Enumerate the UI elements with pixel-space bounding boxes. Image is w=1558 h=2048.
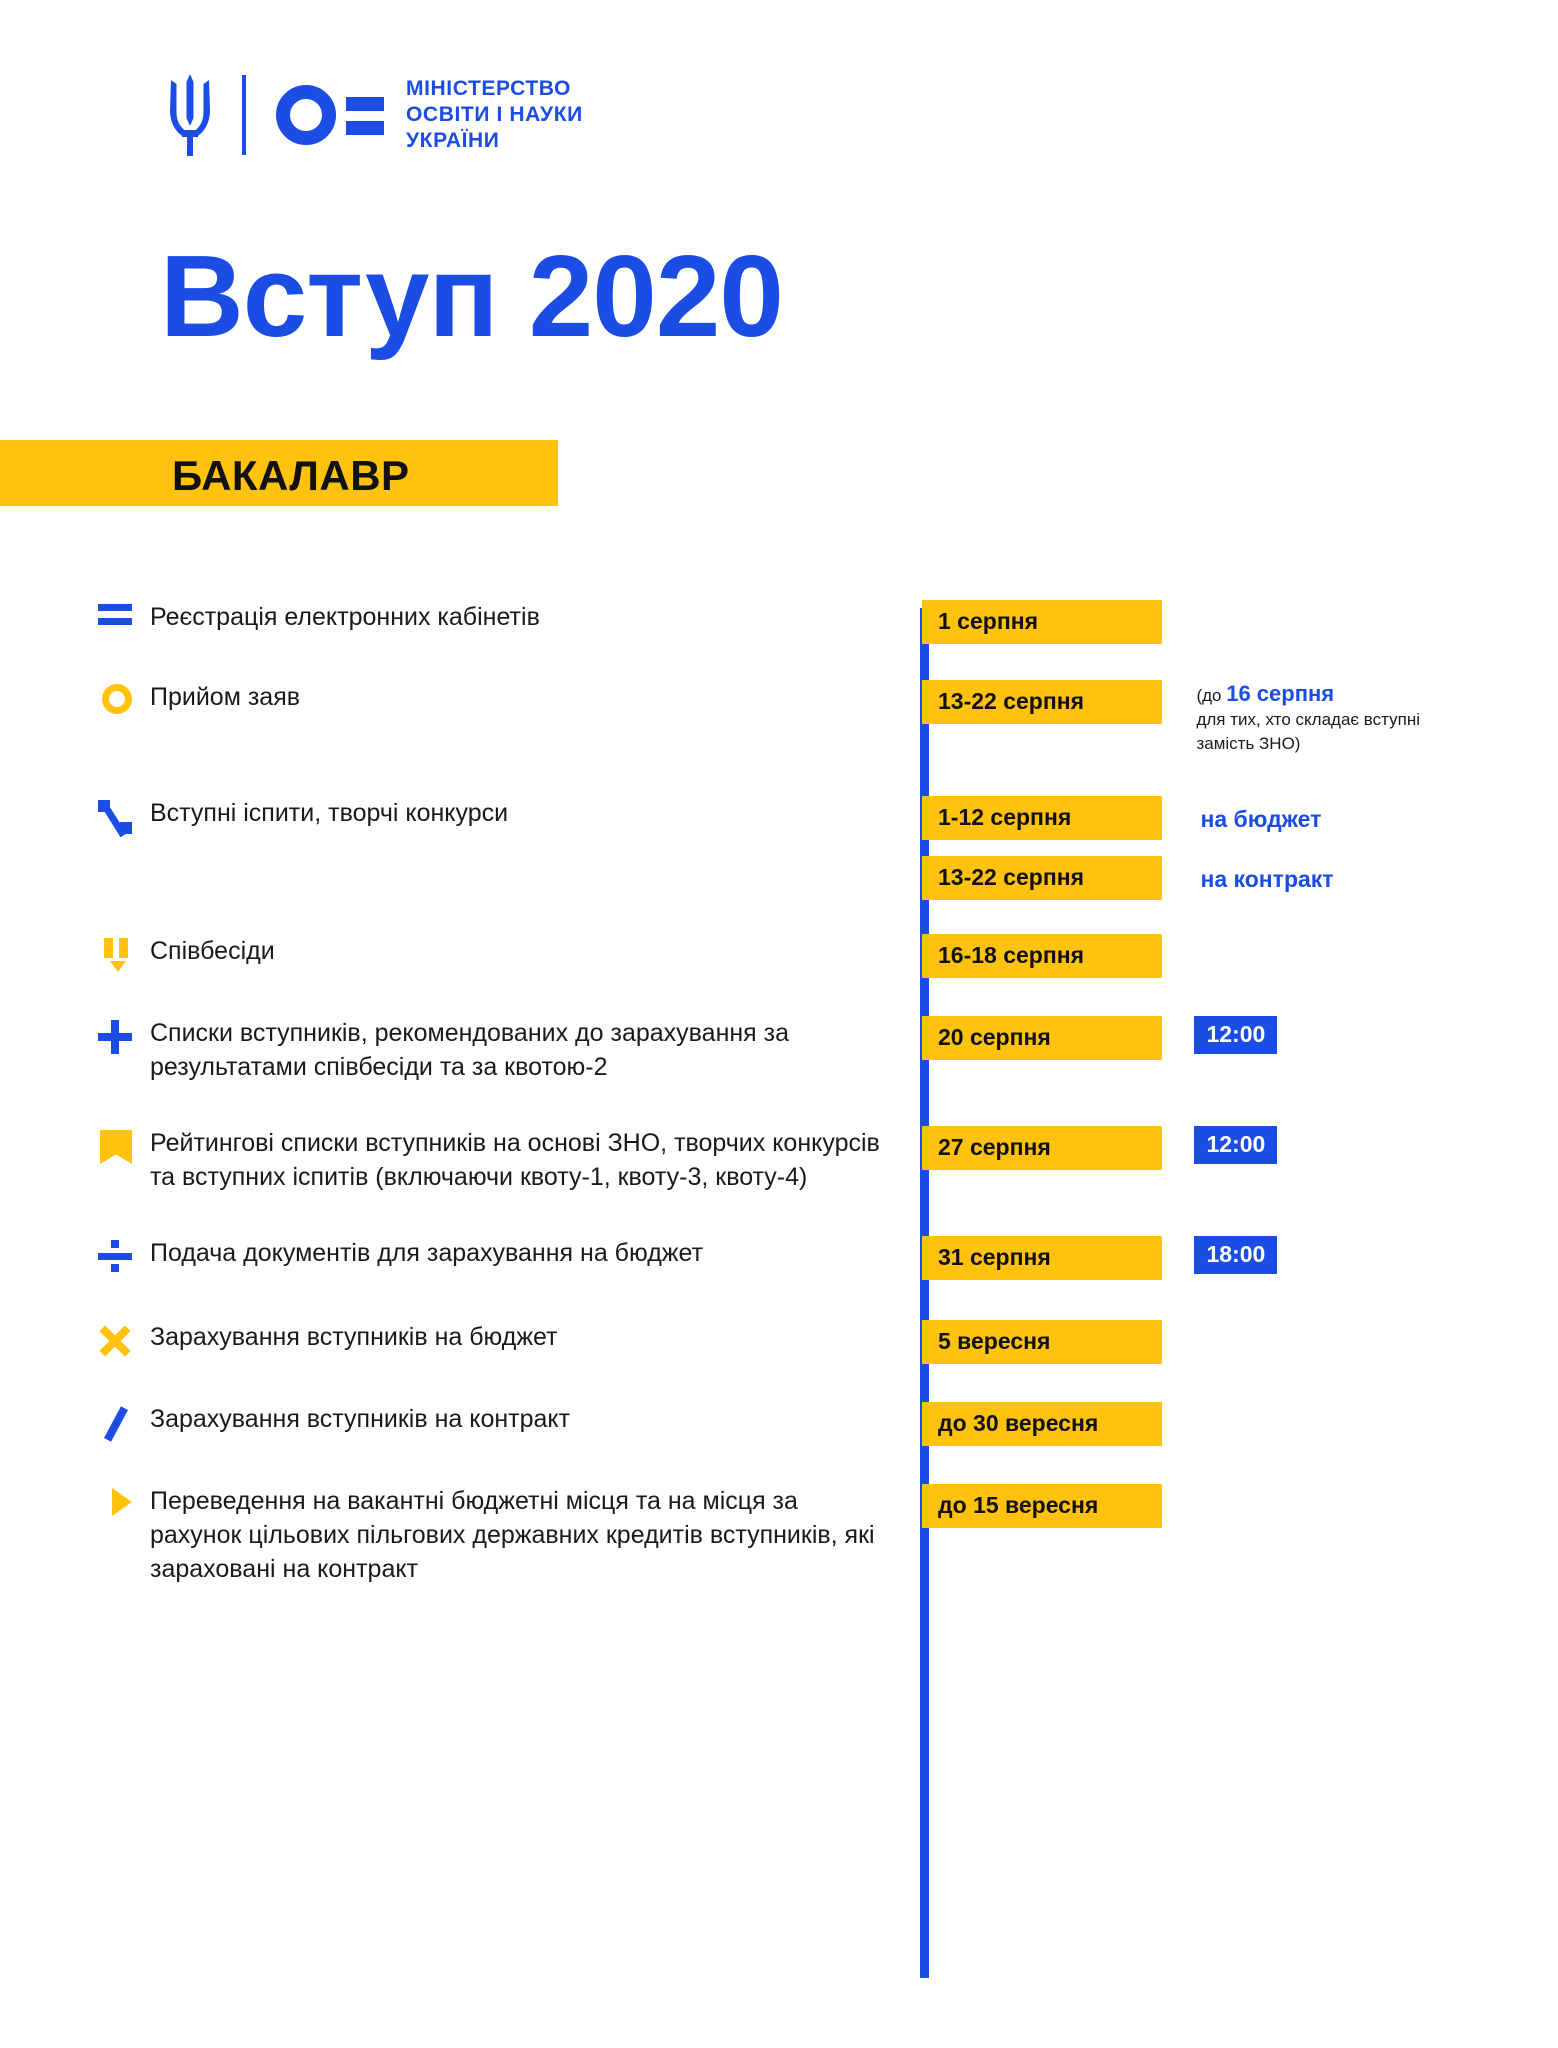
row-icon-cell	[0, 600, 150, 632]
row-date-cell	[890, 1016, 1277, 1060]
flag-icon	[100, 1130, 132, 1164]
date-chip: 1-12 серпня	[922, 796, 1162, 840]
subtitle-band	[0, 440, 558, 506]
row-date-cell	[890, 1320, 1162, 1364]
row-date-cell	[890, 796, 1334, 900]
timeline-row	[0, 680, 1558, 756]
date-chip: до 15 вересня	[922, 1484, 1162, 1528]
triangle-play-icon	[112, 1488, 132, 1516]
timeline-row	[0, 1016, 1558, 1084]
row-label: Рейтингові списки вступників на основі ЗНО, творчих конкурсів та вступних іспитів (включаючи квоту-1, квоту-3, квоту-4)	[150, 1129, 880, 1191]
date-chip: до 30 вересня	[922, 1402, 1162, 1446]
row-label: Списки вступників, рекомендованих до зарахування за результатами співбесіди та за квотою-2	[150, 1019, 790, 1081]
timeline-row	[0, 1236, 1558, 1280]
row-date-cell	[890, 600, 1162, 644]
row-date-cell	[890, 934, 1162, 978]
row-note-blue-secondary: на контракт	[1200, 866, 1334, 892]
row-label: Подача документів для зарахування на бюджет	[150, 1239, 704, 1267]
timeline-row	[0, 934, 1558, 978]
time-chip: 18:00	[1194, 1236, 1277, 1274]
date-chip-secondary: 13-22 серпня	[922, 856, 1162, 900]
row-icon-cell	[0, 934, 150, 972]
row-date-cell	[890, 1236, 1277, 1280]
logo-block	[168, 72, 583, 158]
page-title: Вступ 2020	[160, 231, 783, 361]
ministry-name	[406, 76, 583, 154]
row-note-blue: на бюджет	[1200, 806, 1322, 832]
percent-icon	[98, 800, 132, 834]
timeline-row	[0, 600, 1558, 644]
row-icon-cell	[0, 1402, 150, 1442]
row-icon-cell	[0, 1236, 150, 1272]
timeline-row	[0, 1320, 1558, 1364]
slash-icon	[104, 1406, 128, 1442]
date-chip: 20 серпня	[922, 1016, 1162, 1060]
time-chip: 12:00	[1194, 1126, 1277, 1164]
ministry-line-1: МІНІСТЕРСТВО	[406, 77, 571, 100]
row-date-cell	[890, 1126, 1277, 1170]
row-date-cell	[890, 1402, 1162, 1446]
row-label: Прийом заяв	[150, 683, 301, 711]
plus-icon	[98, 1020, 132, 1054]
logo-equals-shape	[346, 84, 384, 146]
circle-icon	[102, 684, 132, 714]
logo-o-shape	[276, 85, 336, 145]
row-note	[1196, 680, 1456, 756]
row-date-cell	[890, 1484, 1162, 1528]
timeline-row	[0, 1484, 1558, 1586]
date-chip: 27 серпня	[922, 1126, 1162, 1170]
row-icon-cell	[0, 1126, 150, 1164]
cross-icon	[98, 1324, 132, 1358]
divide-icon	[98, 1240, 132, 1272]
double-arrow-down-icon	[102, 938, 132, 972]
timeline-row	[0, 1402, 1558, 1446]
timeline-row	[0, 1126, 1558, 1194]
row-label: Вступні іспити, творчі конкурси	[150, 799, 509, 827]
time-chip: 12:00	[1194, 1016, 1277, 1054]
equals-icon	[98, 604, 132, 632]
date-chip: 16-18 серпня	[922, 934, 1162, 978]
row-icon-cell	[0, 680, 150, 714]
row-label: Зарахування вступників на контракт	[150, 1405, 571, 1433]
row-label: Переведення на вакантні бюджетні місця та на місця за рахунок цільових пільгових державних кредитів вступників, які зараховані на контракт	[150, 1487, 875, 1583]
ministry-line-2: ОСВІТИ І НАУКИ	[406, 103, 583, 126]
timeline-row	[0, 796, 1558, 900]
row-label: Реєстрація електронних кабінетів	[150, 603, 540, 631]
row-icon-cell	[0, 796, 150, 834]
subtitle-text: БАКАЛАВР	[172, 452, 410, 499]
date-chip: 13-22 серпня	[922, 680, 1162, 724]
row-label: Зарахування вступників на бюджет	[150, 1323, 558, 1351]
note-highlight: 16 серпня	[1226, 681, 1335, 706]
date-chip: 1 серпня	[922, 600, 1162, 644]
mon-ukraine-logo-icon	[276, 84, 384, 146]
row-icon-cell	[0, 1016, 150, 1054]
note-rest: для тих, хто складає вступні замість ЗНО)	[1196, 710, 1420, 753]
row-date-cell	[890, 680, 1456, 756]
ukraine-trident-icon	[168, 72, 212, 158]
ministry-line-3: УКРАЇНИ	[406, 129, 500, 152]
row-icon-cell	[0, 1320, 150, 1358]
timeline-rows	[0, 600, 1558, 1586]
logo-divider	[242, 75, 246, 155]
row-label: Співбесіди	[150, 937, 275, 965]
date-chip: 31 серпня	[922, 1236, 1162, 1280]
note-prefix: (до	[1196, 686, 1227, 705]
row-icon-cell	[0, 1484, 150, 1516]
date-chip: 5 вересня	[922, 1320, 1162, 1364]
